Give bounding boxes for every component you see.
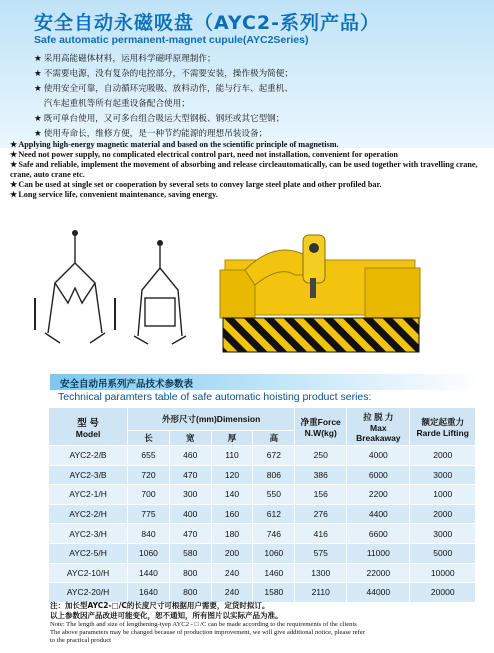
spec-table [48, 407, 476, 603]
header-weight: 净重Force N.W(kg) [295, 408, 347, 446]
table-row: AYC2-3/B 720 470 120 806 386 6000 3000 [49, 465, 476, 485]
feature-en: ★Applying high-energy magnetic material and based on the scientific principle of magnetism. [10, 140, 339, 149]
note-cn-2: 以上参数因产品改进可能变化，恕不通知，所有图片以实际产品为准。 [50, 611, 283, 620]
table-row: AYC2-3/H 840 470 180 746 416 6600 3000 [49, 524, 476, 544]
table-row: AYC2-20/H 1640 800 240 1580 2110 44000 20000 [49, 583, 476, 603]
note-cn-1: 注：加长型AYC2-□/C的长度尺寸可根据用户需要，定货时拟订。 [50, 601, 270, 610]
header-length: 长 [128, 431, 170, 446]
feature-en: ★Can be used at single set or cooperation by several sets to convey large steel plate and other profiled bar. [10, 180, 382, 189]
feature-cn: ★ 既可单台使用，又可多台组合吸运大型钢板、钢坯或其它型钢； [34, 114, 285, 124]
header-thickness: 厚 [211, 431, 253, 446]
table-row: AYC2-5/H 1060 580 200 1060 575 11000 5000 [49, 543, 476, 563]
table-row: AYC2-2/H 775 400 160 612 276 4400 2000 [49, 504, 476, 524]
header-width: 宽 [169, 431, 211, 446]
table-row: AYC2-2/B 655 460 110 672 250 4000 2000 [49, 446, 476, 466]
feature-en: ★Need not power supply, no complicated electrical control part, need not installation, convenient for operation [10, 150, 398, 159]
header-dimension: 外形尺寸(mm)Dimension [128, 408, 295, 431]
features-cn-list [34, 52, 364, 142]
table-row: AYC2-1/H 700 300 140 550 156 2200 1000 [49, 485, 476, 505]
feature-cn: ★ 不需要电源，没有复杂的电控部分，不需要安装，操作极为简便； [34, 69, 293, 79]
header-height: 高 [253, 431, 295, 446]
features-en-list [10, 140, 485, 200]
feature-cn: ★ 使用安全可靠，自动循环完吸吸、放料动作，能与行车、起重机、 [34, 84, 293, 94]
note-en-3: to the practical product [50, 637, 111, 644]
header-breakaway: 拉 脱 力 Max Breakaway [347, 408, 410, 446]
table-row: AYC2-10/H 1440 800 240 1460 1300 22000 10000 [49, 563, 476, 583]
note-en-2: The above parameters may be changed because of production improvement, we will give additional notice, please refer [50, 629, 365, 636]
section-title-cn: 安全自动吊系列产品技术参数表 [60, 379, 194, 390]
feature-cn: ★ 采用高能磁体材料，运用科学磁呼原理制作； [34, 54, 216, 64]
grab-illustration [30, 228, 200, 353]
header-lifting: 额定起重力 Rarde Lifting [410, 408, 476, 446]
feature-en: ★Long service life, convenient maintenance, saving energy. [10, 190, 218, 199]
note-en-1: Note: The length and size of lengthening-tyep AYC2 - □ /C can be made according to the requirements of the clients [50, 621, 357, 628]
page-subtitle: Safe automatic permanent-magnet cupule(AYC2Series) [34, 34, 309, 46]
magnet-lifter-illustration [215, 230, 430, 360]
feature-cn: ★ 使用寿命长，维修方便，是一种节约能源的理想吊装设备； [34, 129, 268, 139]
feature-en: ★Safe and reliable, implement the movement of absorbing and release circleautomatically, can be used together with travelling crane, crane, auto crane etc. [10, 160, 478, 179]
feature-cn: 汽车起重机等所有起重设备配合使用； [43, 99, 190, 109]
notes [50, 601, 480, 645]
page-title: 安全自动永磁吸盘（AYC2-系列产品） [34, 12, 381, 34]
header-model: 型 号 Model [49, 408, 128, 446]
section-title-en: Technical paramters table of safe automatic hoisting product series: [58, 391, 372, 403]
